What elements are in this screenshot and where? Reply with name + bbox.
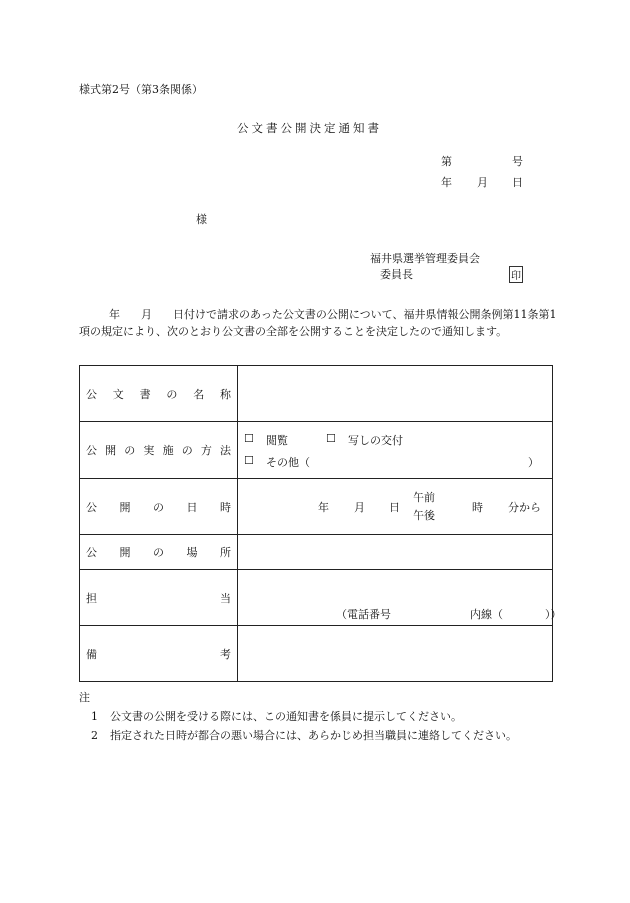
issuer-organization: 福井県選挙管理委員会 <box>370 252 480 265</box>
paragraph-body: 日付けで請求のあった公文書の公開について、福井県情報公開条例第11条第1項の規定により、次のとおり公文書の全部を公開することを決定したので通知します。 <box>79 308 557 338</box>
row-remarks <box>80 626 553 682</box>
seal-mark: 印 <box>509 266 523 283</box>
doc-number-prefix: 第 <box>441 155 452 168</box>
value-contact <box>238 570 562 626</box>
datetime-am: 午前 <box>413 491 435 504</box>
doc-number-suffix: 号 <box>512 155 523 168</box>
note-item: 1 公文書の公開を受ける際には、この通知書を係員に提示してください。 <box>91 710 462 723</box>
contact-close-paren: ）） <box>545 608 562 621</box>
label-document-name: 公 文 書 の 名 称 <box>80 366 238 422</box>
label-datetime: 公 開 の 日 時 <box>80 479 238 535</box>
checkbox-view[interactable]: ☐ <box>244 432 254 445</box>
label-remarks: 備 考 <box>80 626 238 682</box>
option-view-label: 閲覧 <box>266 434 288 447</box>
row-contact <box>80 570 553 626</box>
paragraph-month: 月 <box>141 308 152 321</box>
paragraph-year: 年 <box>109 308 120 321</box>
issuer-title: 委員長 <box>380 268 413 281</box>
label-method: 公 開 の 実 施 の 方 法 <box>80 422 238 479</box>
contact-phone-label: （電話番号 <box>336 608 391 621</box>
note-item: 2 指定された日時が都合の悪い場合には、あらかじめ担当職員に連絡してください。 <box>91 729 517 742</box>
notice-paragraph <box>79 306 557 340</box>
disclosure-table <box>79 365 562 682</box>
contact-extension-label: 内線（ <box>470 608 503 621</box>
date-month: 月 <box>477 176 488 189</box>
datetime-day: 日 <box>389 501 400 514</box>
value-datetime <box>238 479 553 535</box>
checkbox-other[interactable]: ☐ <box>244 454 254 467</box>
datetime-year: 年 <box>318 501 329 514</box>
row-method <box>80 422 553 479</box>
row-datetime <box>80 479 553 535</box>
row-place <box>80 535 553 570</box>
datetime-pm: 午後 <box>413 509 435 522</box>
value-document-name[interactable] <box>238 366 553 422</box>
document-title: 公文書公開決定通知書 <box>237 121 382 135</box>
datetime-month: 月 <box>354 501 365 514</box>
notes-section <box>79 688 517 745</box>
checkbox-copy[interactable]: ☐ <box>326 432 336 445</box>
date-year: 年 <box>441 176 452 189</box>
option-other-label: その他（ <box>266 456 310 469</box>
datetime-hour: 時 <box>472 501 483 514</box>
value-remarks[interactable] <box>238 626 553 682</box>
notes-heading: 注 <box>79 691 90 704</box>
form-number: 様式第2号（第3条関係） <box>79 83 203 96</box>
option-other-close: ） <box>528 456 539 469</box>
datetime-minute: 分から <box>508 501 541 514</box>
date-day: 日 <box>512 176 523 189</box>
label-contact: 担 当 <box>80 570 238 626</box>
value-place[interactable] <box>238 535 553 570</box>
value-method <box>238 422 553 479</box>
label-place: 公 開 の 場 所 <box>80 535 238 570</box>
option-copy-label: 写しの交付 <box>348 434 403 447</box>
row-document-name <box>80 366 553 422</box>
addressee-suffix: 様 <box>196 213 207 226</box>
